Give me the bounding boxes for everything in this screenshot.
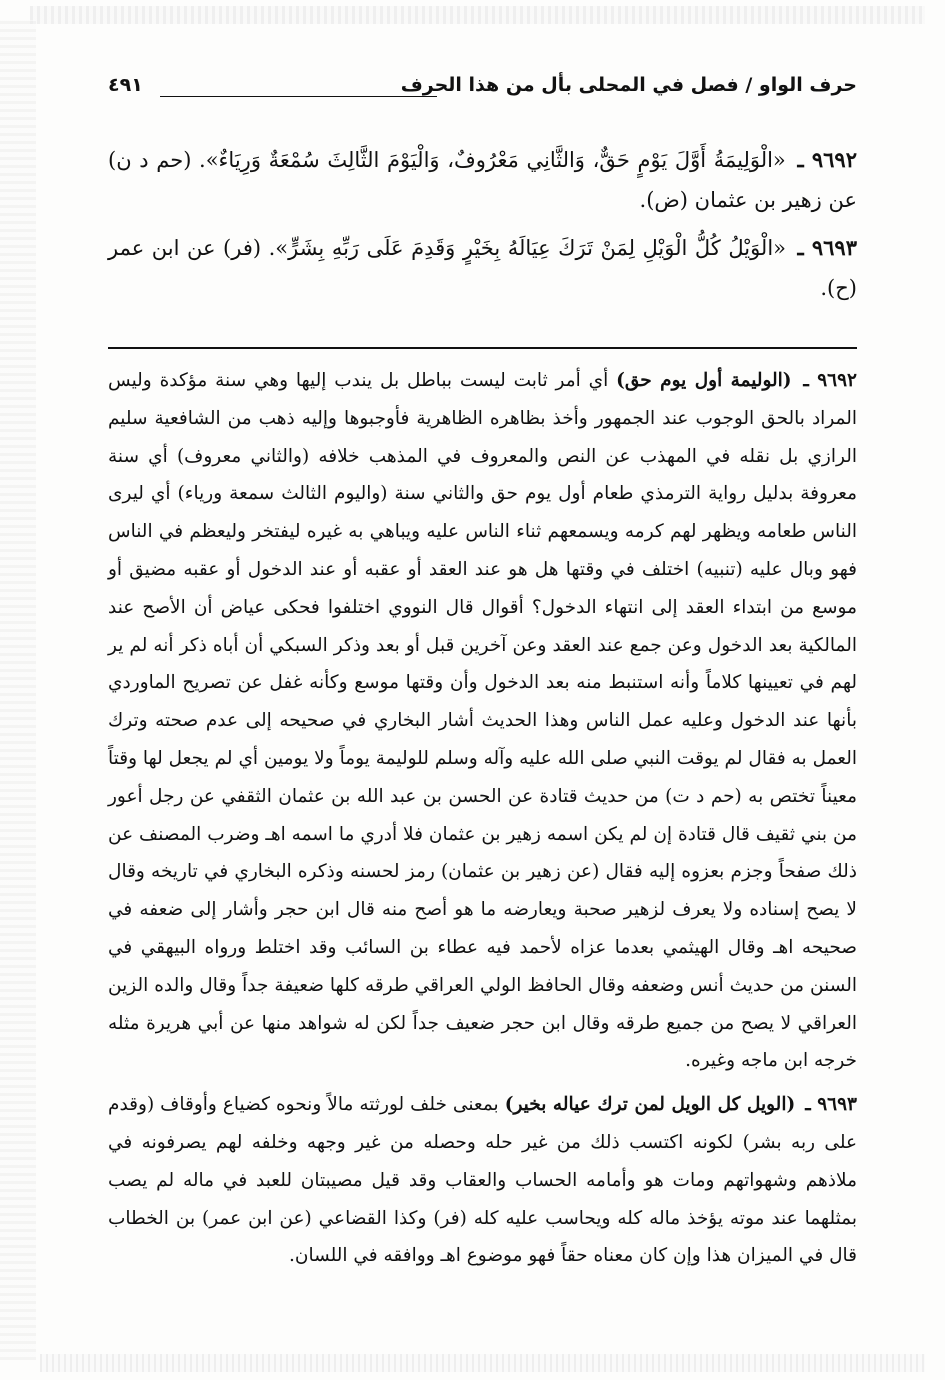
hadith-text: «الْوَلِيمَةُ أَوَّلَ يَوْمٍ حَقٌّ، وَالثَّانِي مَعْرُوفٌ، وَالْيَوْمَ الثَّالِثَ سُمْعَةٌ وَرِيَاءٌ». (حم د ن) عن زهير بن عثمان (ض). [108, 148, 857, 212]
commentary-text: بمعنى خلف لورثته مالاً ونحوه كضياع وأوقاف (وقدم على ربه بشر) لكونه اكتسب ذلك من غير حله وحصله من غير وجهه وخلفه لهم يصرفونه في ملاذهم وشهواتهم ومات هو وأمامه الحساب والعقاب وقد قيل مصيبتان للعبد في ماله لم يصب بمثلهما عند موته يؤخذ ماله كله ويحاسب عليه كله (فر) وكذا القضاعي (عن ابن عمر) بن الخطاب قال في الميزان هذا وإن كان معناه حقاً فهو موضوع اهـ ووافقه في اللسان. [108, 1094, 857, 1267]
scan-edge-bottom [40, 1354, 925, 1372]
hadith-entry [108, 140, 857, 220]
commentary-entry [108, 1086, 857, 1275]
hadith-number: ٩٦٩٣ ـ [797, 235, 857, 260]
hadith-text-section [108, 140, 857, 316]
commentary-section [108, 362, 857, 1281]
hadith-text: «الْوَيْلُ كُلُّ الْوَيْلِ لِمَنْ تَرَكَ عِيَالَهُ بِخَيْرٍ وَقَدِمَ عَلَى رَبِّهِ بِشَرٍّ». (فر) عن ابن عمر (ح). [108, 236, 857, 300]
commentary-number: ٩٦٩٢ ـ [803, 370, 857, 391]
commentary-text: أي أمر ثابت ليست بباطل بل يندب إليها وهي سنة مؤكدة وليس المراد بالحق الوجوب عند الجمهور وأخذ بظاهره الظاهرية فأوجبوها وإليه ذهب من الشافعية سليم الرازي بل نقله في المهذب عن النص والمعروف في المذهب خلافه (والثاني معروف) أي سنة معروفة بدليل رواية الترمذي طعام أول يوم حق والثاني سنة (واليوم الثالث سمعة ورياء) أي ليرى الناس طعامه ويظهر لهم كرمه ويسمعهم ثناء الناس عليه ويباهي به غيره ليفتخر وليعظم في الناس فهو وبال عليه (تنبيه) اختلف في وقتها هل هو عند العقد أو عقبه أو عند الدخول أو عقبه مضيق أو موسع من ابتداء العقد إلى انتهاء الدخول؟ أقوال قال النووي اختلفوا فحكى عياض أن الأصح عند المالكية بعد الدخول وعن جمع عند العقد وعن آخرين قبل أو بعد وذكر السبكي أن أباه ذكر أنه لم ير لهم في تعيينها كلاماً وأنه استنبط منه بعد الدخول وأن وقتها موسع وكأنه غفل عن تصريح الماوردي بأنها عند الدخول وعليه عمل الناس وهذا الحديث أشار البخاري في صحيحه إلى عدم صحته وترك العمل به فقال لم يوقت النبي صلى الله عليه وآله وسلم للوليمة يوماً ولا يومين أي لم يجعل لها وقتاً معيناً تختص به (حم د ت) من حديث قتادة عن الحسن بن عبد الله بن عثمان الثقفي عن رجل أعور من بني ثقيف قال قتادة إن لم يكن اسمه زهير بن عثمان فلا أدري ما اسمه اهـ وضرب المصنف عن ذلك صفحاً وجزم بعزوه إليه فقال (عن زهير بن عثمان) رمز لحسنه وذكره البخاري في تاريخه وقال لا يصح إسناده ولا يعرف لزهير صحبة ويعارضه ما هو أصح منه قال ابن حجر وأشار إلى ضعفه في صحيحه اهـ وقال الهيثمي بعدما عزاه لأحمد فيه عطاء بن السائب وقد اختلط ورواه البيهقي في السنن من حديث أنس وضعفه وقال الحافظ الولي العراقي طرقه كلها ضعيفة جداً وقال والده الزين العراقي لا يصح من جميع طرقه وقال ابن حجر ضعيف جداً لكن له شواهد منها عن أبي هريرة مثله خرجه ابن ماجه وغيره. [108, 370, 857, 1072]
section-divider [108, 347, 857, 349]
commentary-heading: (الوليمة أول يوم حق) [616, 370, 792, 391]
page-number: ٤٩١ [108, 74, 143, 96]
hadith-entry [108, 228, 857, 308]
hadith-number: ٩٦٩٢ ـ [797, 147, 857, 172]
header-rule [160, 96, 437, 97]
scan-edge-left [0, 20, 36, 1360]
page-header [108, 72, 857, 112]
commentary-entry [108, 362, 857, 1080]
running-title: حرف الواو / فصل في المحلى بأل من هذا الحرف [400, 74, 857, 96]
commentary-heading: (الويل كل الويل لمن ترك عياله بخير) [504, 1094, 796, 1116]
commentary-number: ٩٦٩٣ ـ [805, 1094, 857, 1116]
scan-edge-top [30, 6, 925, 24]
